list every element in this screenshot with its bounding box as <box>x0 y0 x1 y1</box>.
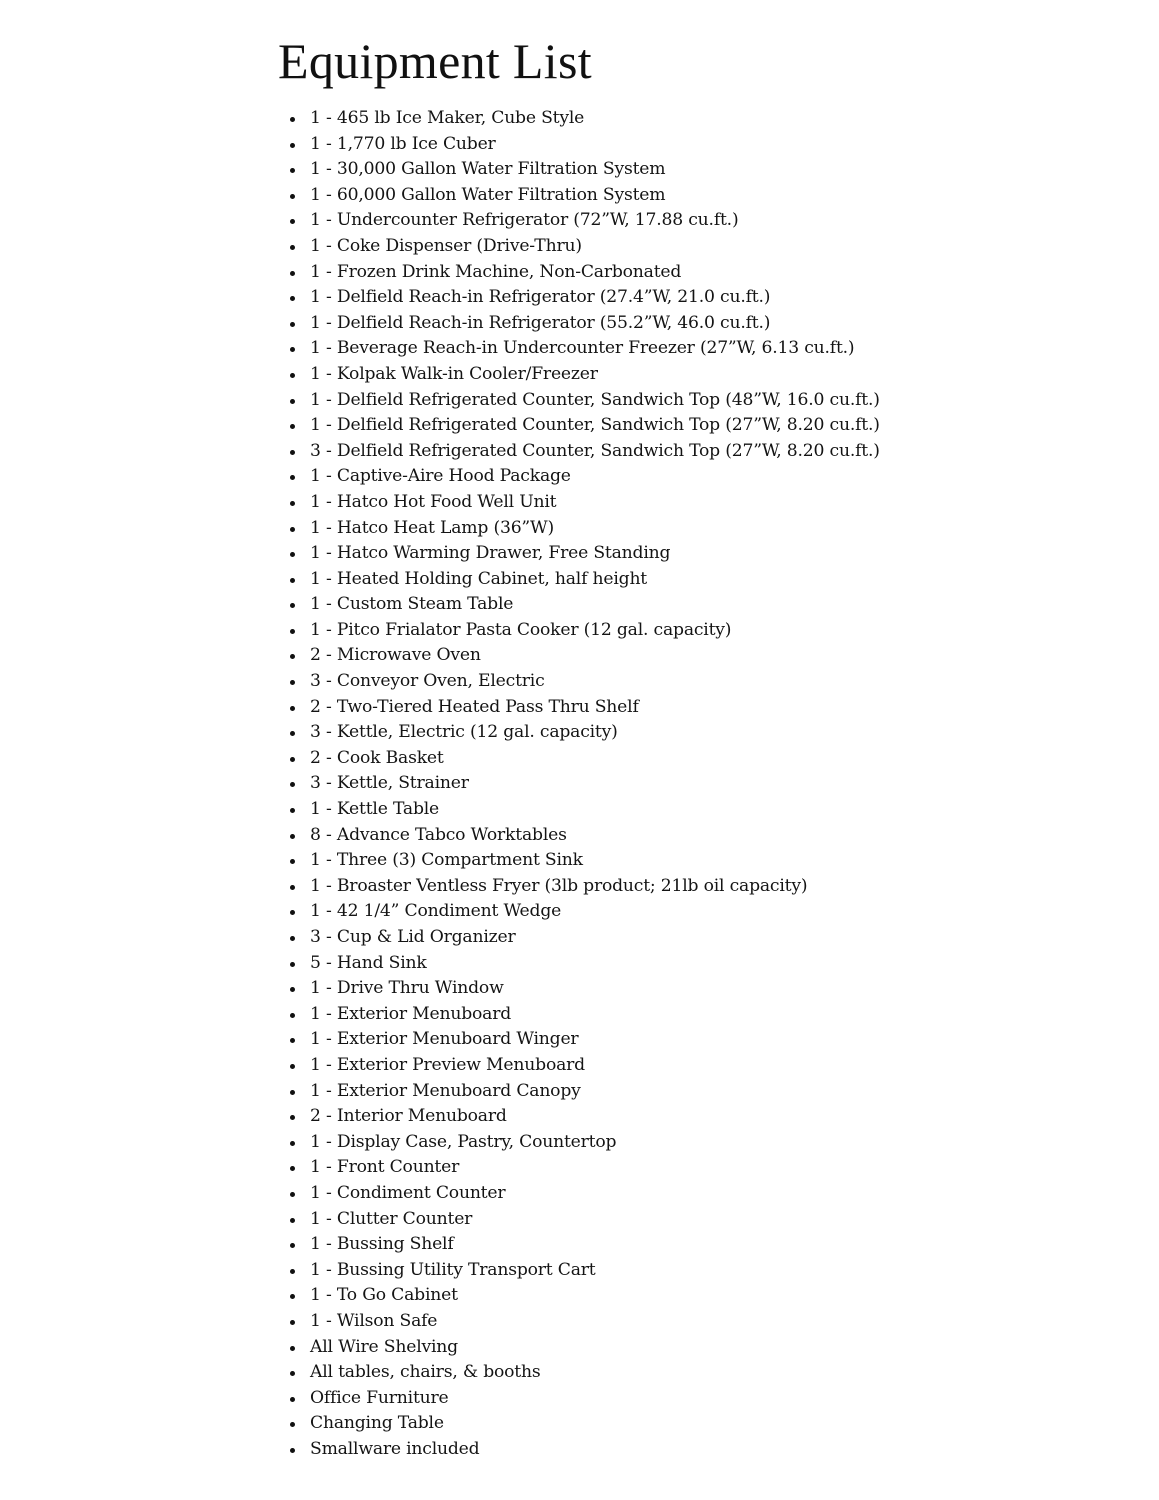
list-item <box>278 1130 1078 1156</box>
list-item-text: 3 - Kettle, Electric (12 gal. capacity) <box>310 722 618 743</box>
list-item <box>278 1207 1078 1233</box>
list-item <box>278 388 1078 414</box>
list-item <box>278 234 1078 260</box>
bullet-icon <box>290 1115 295 1120</box>
list-item-text: All Wire Shelving <box>310 1336 458 1357</box>
bullet-icon <box>290 987 295 992</box>
list-item-text: 1 - Wilson Safe <box>310 1310 438 1331</box>
list-item-text: 1 - Delfield Reach-in Refrigerator (27.4”W, 21.0 cu.ft.) <box>310 287 771 308</box>
list-item-text: 1 - 30,000 Gallon Water Filtration System <box>310 159 666 180</box>
bullet-icon <box>290 527 295 532</box>
list-item-text: 1 - Pitco Frialator Pasta Cooker (12 gal. capacity) <box>310 619 732 640</box>
list-item <box>278 1079 1078 1105</box>
bullet-icon <box>290 194 295 199</box>
list-item <box>278 132 1078 158</box>
list-item-text: 1 - Hatco Hot Food Well Unit <box>310 491 557 512</box>
equipment-list <box>278 106 1078 1462</box>
bullet-icon <box>290 1218 295 1223</box>
list-item-text: 1 - Hatco Heat Lamp (36”W) <box>310 517 554 538</box>
list-item-text: Changing Table <box>310 1413 444 1434</box>
list-item <box>278 1232 1078 1258</box>
list-item <box>278 311 1078 337</box>
list-item <box>278 285 1078 311</box>
list-item-text: 1 - Kettle Table <box>310 799 440 820</box>
list-item <box>278 771 1078 797</box>
list-item <box>278 106 1078 132</box>
list-item <box>278 336 1078 362</box>
list-item-text: 1 - Exterior Menuboard Canopy <box>310 1080 581 1101</box>
list-item-text: 2 - Cook Basket <box>310 747 444 768</box>
list-item <box>278 413 1078 439</box>
bullet-icon <box>290 782 295 787</box>
bullet-icon <box>290 219 295 224</box>
list-item <box>278 1283 1078 1309</box>
bullet-icon <box>290 1090 295 1095</box>
bullet-icon <box>290 475 295 480</box>
list-item <box>278 720 1078 746</box>
bullet-icon <box>290 1064 295 1069</box>
bullet-icon <box>290 1397 295 1402</box>
list-item-text: 2 - Microwave Oven <box>310 645 481 666</box>
list-item-text: 1 - Three (3) Compartment Sink <box>310 850 583 871</box>
list-item <box>278 260 1078 286</box>
bullet-icon <box>290 271 295 276</box>
list-item <box>278 1335 1078 1361</box>
list-item-text: 1 - Frozen Drink Machine, Non-Carbonated <box>310 261 682 282</box>
list-item <box>278 1053 1078 1079</box>
list-item <box>278 208 1078 234</box>
list-item-text: 1 - Beverage Reach-in Undercounter Freezer (27”W, 6.13 cu.ft.) <box>310 338 855 359</box>
bullet-icon <box>290 168 295 173</box>
list-item-text: 1 - Drive Thru Window <box>310 978 504 999</box>
list-item-text: 1 - Delfield Reach-in Refrigerator (55.2”W, 46.0 cu.ft.) <box>310 312 771 333</box>
list-item-text: 3 - Kettle, Strainer <box>310 773 469 794</box>
list-item <box>278 643 1078 669</box>
list-item <box>278 362 1078 388</box>
bullet-icon <box>290 1013 295 1018</box>
list-item-text: 1 - 60,000 Gallon Water Filtration System <box>310 184 666 205</box>
list-item <box>278 618 1078 644</box>
list-item <box>278 567 1078 593</box>
list-item-text: Smallware included <box>310 1438 480 1459</box>
list-item <box>278 490 1078 516</box>
list-item-text: 1 - Exterior Menuboard Winger <box>310 1029 579 1050</box>
bullet-icon <box>290 1166 295 1171</box>
list-item <box>278 464 1078 490</box>
list-item <box>278 592 1078 618</box>
list-item-text: 1 - Heated Holding Cabinet, half height <box>310 568 648 589</box>
bullet-icon <box>290 1346 295 1351</box>
list-item-text: 1 - Coke Dispenser (Drive-Thru) <box>310 235 582 256</box>
list-item-text: 1 - Bussing Utility Transport Cart <box>310 1259 596 1280</box>
list-item <box>278 797 1078 823</box>
bullet-icon <box>290 859 295 864</box>
bullet-icon <box>290 1320 295 1325</box>
list-item-text: 1 - Undercounter Refrigerator (72”W, 17.88 cu.ft.) <box>310 210 739 231</box>
bullet-icon <box>290 654 295 659</box>
bullet-icon <box>290 1448 295 1453</box>
list-item <box>278 695 1078 721</box>
list-item <box>278 976 1078 1002</box>
list-item <box>278 1386 1078 1412</box>
bullet-icon <box>290 962 295 967</box>
list-item <box>278 516 1078 542</box>
page-title: Equipment List <box>278 33 592 89</box>
bullet-icon <box>290 808 295 813</box>
list-item <box>278 1360 1078 1386</box>
bullet-icon <box>290 1422 295 1427</box>
list-item-text: 2 - Interior Menuboard <box>310 1106 507 1127</box>
list-item-text: 1 - Captive-Aire Hood Package <box>310 466 571 487</box>
bullet-icon <box>290 450 295 455</box>
bullet-icon <box>290 143 295 148</box>
list-item <box>278 899 1078 925</box>
list-item-text: 1 - 465 lb Ice Maker, Cube Style <box>310 108 585 128</box>
bullet-icon <box>290 885 295 890</box>
bullet-icon <box>290 552 295 557</box>
list-item <box>278 1002 1078 1028</box>
list-item <box>278 1155 1078 1181</box>
bullet-icon <box>290 757 295 762</box>
bullet-icon <box>290 1294 295 1299</box>
list-item-text: 1 - Delfield Refrigerated Counter, Sandwich Top (48”W, 16.0 cu.ft.) <box>310 389 880 410</box>
bullet-icon <box>290 910 295 915</box>
list-item-text: 5 - Hand Sink <box>310 952 427 973</box>
bullet-icon <box>290 731 295 736</box>
bullet-icon <box>290 322 295 327</box>
bullet-icon <box>290 1371 295 1376</box>
list-item <box>278 925 1078 951</box>
bullet-icon <box>290 680 295 685</box>
bullet-icon <box>290 578 295 583</box>
bullet-icon <box>290 117 295 122</box>
list-item-text: 1 - Kolpak Walk-in Cooler/Freezer <box>310 363 598 384</box>
list-item-text: 1 - Clutter Counter <box>310 1208 473 1229</box>
list-item <box>278 1181 1078 1207</box>
list-item-text: 1 - Hatco Warming Drawer, Free Standing <box>310 543 671 564</box>
list-item-text: 1 - To Go Cabinet <box>310 1285 458 1306</box>
bullet-icon <box>290 1243 295 1248</box>
list-item-text: All tables, chairs, & booths <box>310 1362 541 1383</box>
list-item-text: 1 - Display Case, Pastry, Countertop <box>310 1131 617 1152</box>
list-item-text: 1 - Front Counter <box>310 1157 460 1178</box>
list-item-text: 1 - Delfield Refrigerated Counter, Sandwich Top (27”W, 8.20 cu.ft.) <box>310 415 880 436</box>
bullet-icon <box>290 936 295 941</box>
list-item-text: 1 - Bussing Shelf <box>310 1234 454 1255</box>
list-item <box>278 1411 1078 1437</box>
bullet-icon <box>290 347 295 352</box>
bullet-icon <box>290 1038 295 1043</box>
list-item-text: 1 - Condiment Counter <box>310 1182 506 1203</box>
list-item <box>278 848 1078 874</box>
list-item <box>278 1104 1078 1130</box>
list-item <box>278 669 1078 695</box>
bullet-icon <box>290 399 295 404</box>
list-item <box>278 823 1078 849</box>
bullet-icon <box>290 245 295 250</box>
list-item-text: 1 - Broaster Ventless Fryer (3lb product; 21lb oil capacity) <box>310 875 808 896</box>
list-item <box>278 874 1078 900</box>
bullet-icon <box>290 373 295 378</box>
list-item-text: 3 - Cup & Lid Organizer <box>310 927 516 947</box>
list-item <box>278 183 1078 209</box>
list-item-text: 2 - Two-Tiered Heated Pass Thru Shelf <box>310 696 639 717</box>
list-item-text: 1 - Exterior Menuboard <box>310 1003 512 1024</box>
list-item-text: 3 - Conveyor Oven, Electric <box>310 671 545 692</box>
list-item <box>278 746 1078 772</box>
list-item <box>278 157 1078 183</box>
list-item-text: 1 - Custom Steam Table <box>310 594 514 615</box>
list-item <box>278 951 1078 977</box>
bullet-icon <box>290 1141 295 1146</box>
bullet-icon <box>290 1269 295 1274</box>
document-page <box>278 30 1078 1462</box>
list-item-text: 1 - 1,770 lb Ice Cuber <box>310 133 496 154</box>
list-item-text: Office Furniture <box>310 1387 449 1408</box>
bullet-icon <box>290 706 295 711</box>
list-item <box>278 541 1078 567</box>
list-item-text: 8 - Advance Tabco Worktables <box>310 824 567 845</box>
list-item-text: 1 - 42 1/4” Condiment Wedge <box>310 901 562 922</box>
bullet-icon <box>290 603 295 608</box>
list-item-text: 1 - Exterior Preview Menuboard <box>310 1054 585 1075</box>
bullet-icon <box>290 424 295 429</box>
list-item <box>278 1027 1078 1053</box>
bullet-icon <box>290 629 295 634</box>
bullet-icon <box>290 1192 295 1197</box>
bullet-icon <box>290 834 295 839</box>
list-item-text: 3 - Delfield Refrigerated Counter, Sandwich Top (27”W, 8.20 cu.ft.) <box>310 440 880 461</box>
list-item <box>278 1309 1078 1335</box>
list-item <box>278 1258 1078 1284</box>
bullet-icon <box>290 501 295 506</box>
list-item <box>278 1437 1078 1463</box>
bullet-icon <box>290 296 295 301</box>
list-item <box>278 439 1078 465</box>
